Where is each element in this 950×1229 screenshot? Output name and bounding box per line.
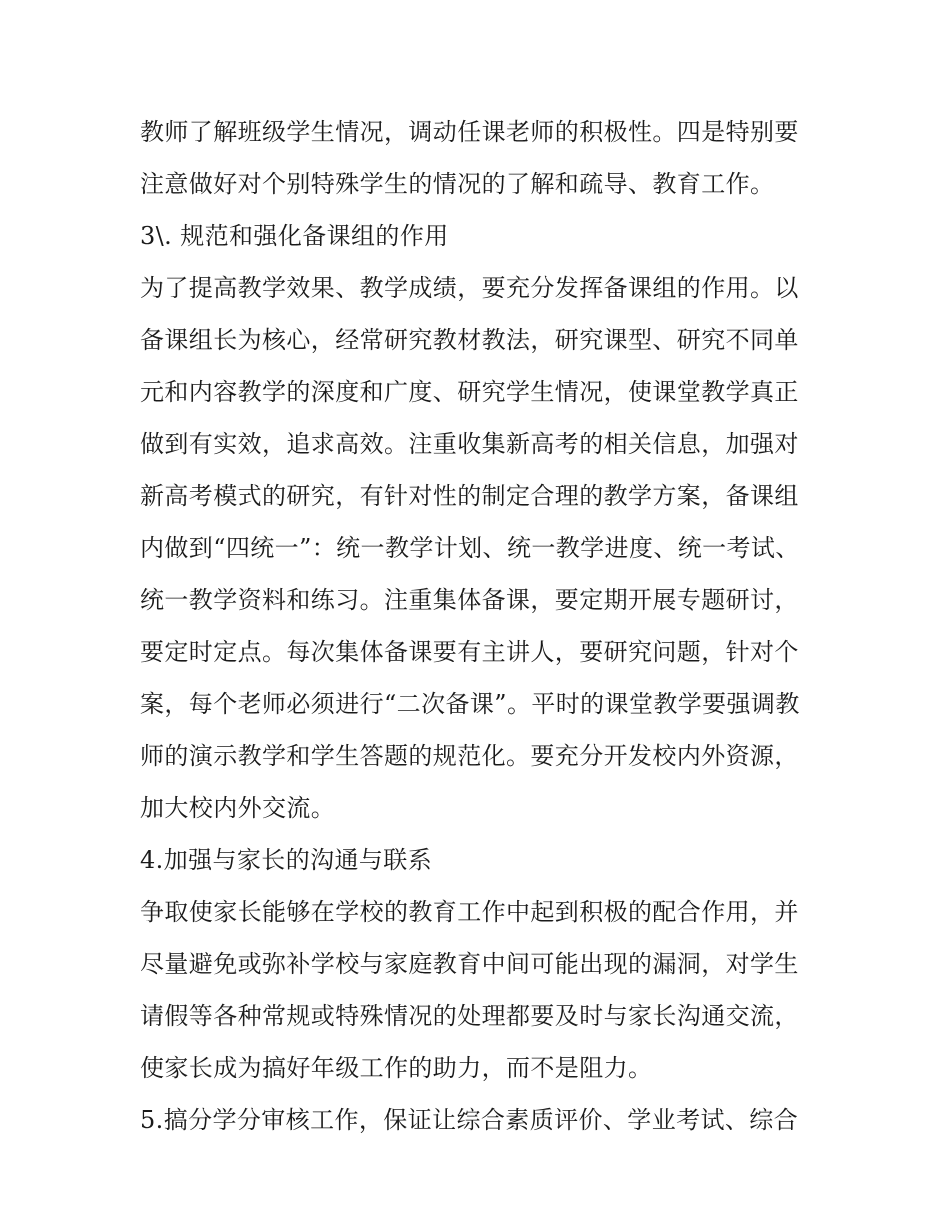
paragraph-line: 请假等各种常规或特殊情况的处理都要及时与家长沟通交流， [140, 1002, 799, 1030]
paragraph-line: 元和内容教学的深度和广度、研究学生情况，使课堂教学真正 [140, 378, 799, 406]
paragraph-line: 为了提高教学效果、教学成绩，要充分发挥备课组的作用。以 [140, 274, 799, 302]
paragraph-line: 要定时定点。每次集体备课要有主讲人，要研究问题，针对个 [140, 638, 799, 666]
paragraph-line-continuation: 教师了解班级学生情况，调动任课老师的积极性。四是特别要 [140, 118, 799, 146]
paragraph-line: 使家长成为搞好年级工作的助力，而不是阻力。 [140, 1054, 653, 1082]
paragraph-line: 案，每个老师必须进行“二次备课”。平时的课堂教学要强调教 [140, 690, 800, 718]
paragraph-line-continuation: 注意做好对个别特殊学生的情况的了解和疏导、教育工作。 [140, 170, 775, 198]
paragraph-line: 新高考模式的研究，有针对性的制定合理的教学方案，备课组 [140, 482, 799, 510]
section-heading-3: 3\. 规范和强化备课组的作用 [140, 222, 449, 250]
paragraph-line: 加大校内外交流。 [140, 794, 336, 822]
document-body [140, 106, 820, 1146]
paragraph-line: 统一教学资料和练习。注重集体备课，要定期开展专题研讨， [140, 586, 799, 614]
paragraph-line: 备课组长为核心，经常研究教材教法，研究课型、研究不同单 [140, 326, 799, 354]
paragraph-line: 尽量避免或弥补学校与家庭教育中间可能出现的漏洞，对学生 [140, 950, 799, 978]
section-heading-5: 5.搞分学分审核工作，保证让综合素质评价、学业考试、综合 [140, 1106, 799, 1134]
paragraph-line: 争取使家长能够在学校的教育工作中起到积极的配合作用，并 [140, 898, 799, 926]
paragraph-line: 师的演示教学和学生答题的规范化。要充分开发校内外资源， [140, 742, 799, 770]
section-heading-4: 4.加强与家长的沟通与联系 [140, 846, 433, 874]
paragraph-line: 做到有实效，追求高效。注重收集新高考的相关信息，加强对 [140, 430, 799, 458]
paragraph-line: 内做到“四统一”：统一教学计划、统一教学进度、统一考试、 [140, 534, 800, 562]
